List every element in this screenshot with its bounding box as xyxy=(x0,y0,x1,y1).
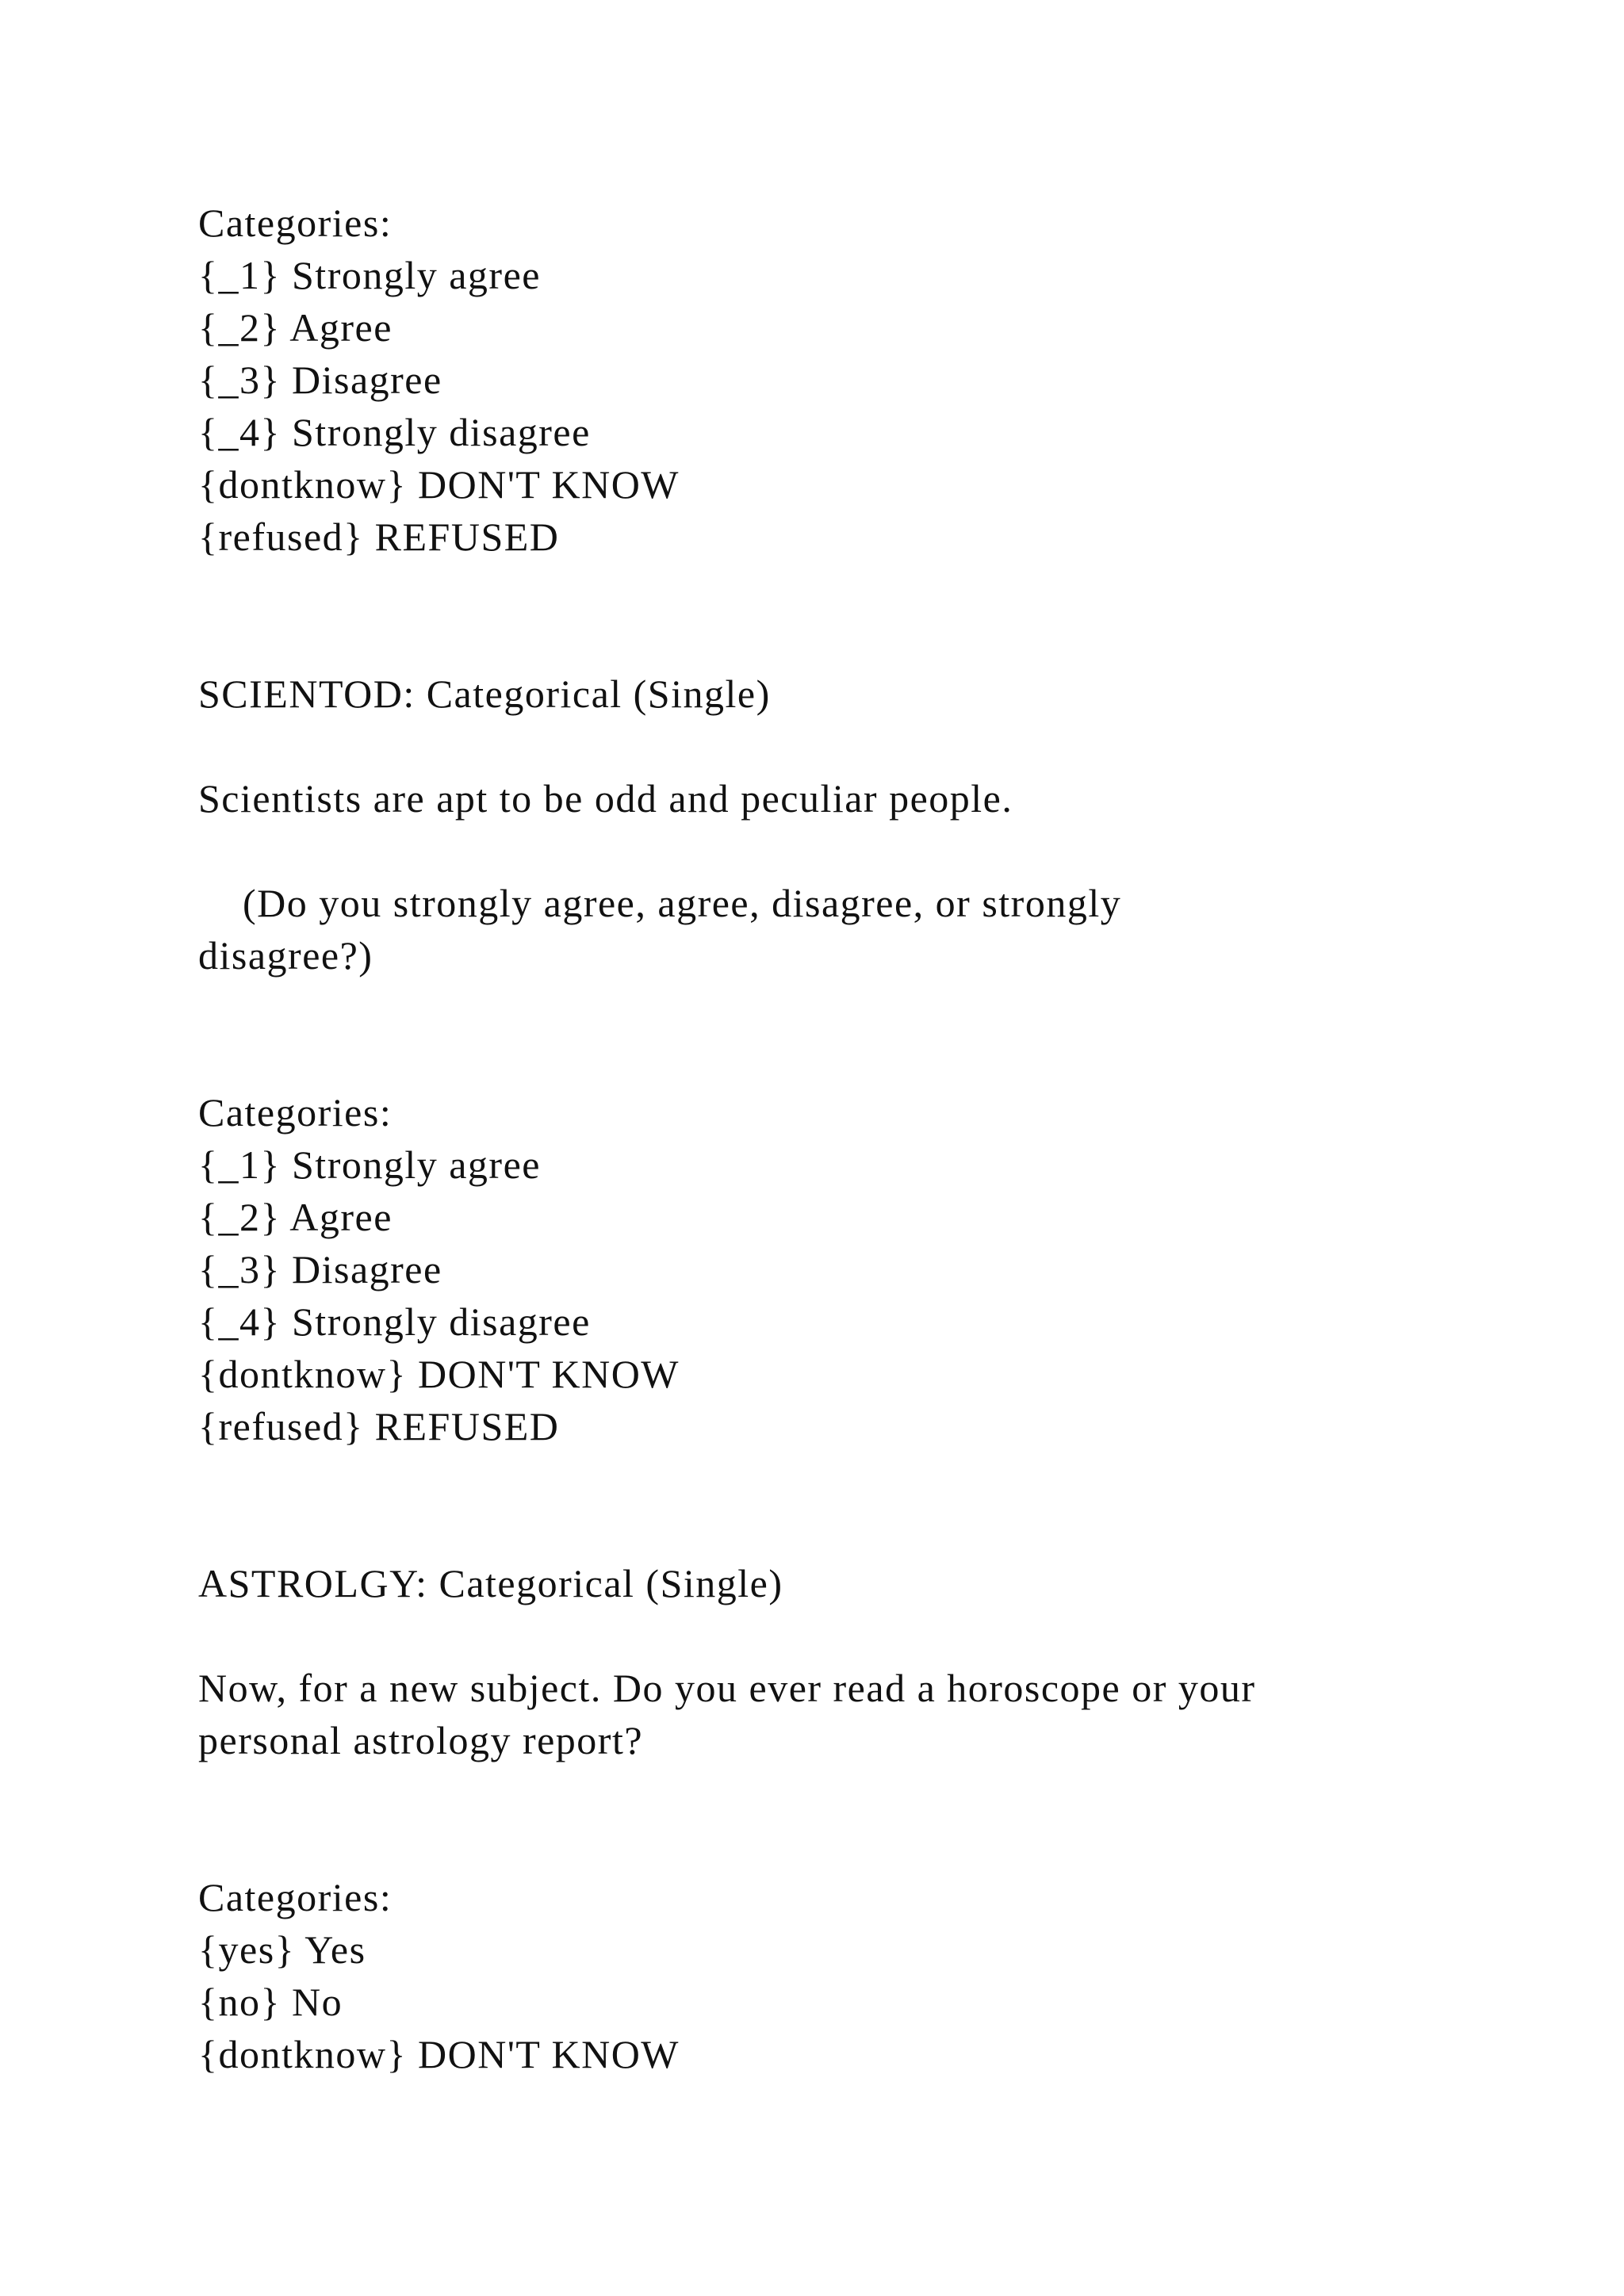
question-text: Scientists are apt to be odd and peculiar people. xyxy=(198,776,1013,821)
category-option: {no} No xyxy=(198,1980,343,2024)
question-text: Now, for a new subject. Do you ever read a horoscope or your xyxy=(198,1666,1256,1710)
category-option: {yes} Yes xyxy=(198,1927,366,1972)
category-option: {_2} Agree xyxy=(198,305,393,350)
category-option: {_3} Disagree xyxy=(198,358,442,402)
interviewer-prompt: disagree?) xyxy=(198,933,373,978)
category-option: {refused} REFUSED xyxy=(198,515,560,559)
category-option: {_4} Strongly disagree xyxy=(198,1299,591,1344)
categories-label: Categories: xyxy=(198,1090,393,1135)
interviewer-prompt: (Do you strongly agree, agree, disagree, or strongly xyxy=(198,881,1122,925)
question-text: personal astrology report? xyxy=(198,1718,644,1762)
category-option: {_2} Agree xyxy=(198,1195,393,1239)
categories-label: Categories: xyxy=(198,201,393,245)
category-option: {_1} Strongly agree xyxy=(198,253,541,297)
category-option: {_1} Strongly agree xyxy=(198,1142,541,1187)
category-option: {_3} Disagree xyxy=(198,1247,442,1292)
variable-header-scientod: SCIENTOD: Categorical (Single) xyxy=(198,672,771,716)
category-option: {dontknow} DON'T KNOW xyxy=(198,2032,680,2076)
variable-header-astrolgy: ASTROLGY: Categorical (Single) xyxy=(198,1561,783,1605)
category-option: {dontknow} DON'T KNOW xyxy=(198,462,680,507)
category-option: {dontknow} DON'T KNOW xyxy=(198,1352,680,1396)
category-option: {_4} Strongly disagree xyxy=(198,410,591,454)
category-option: {refused} REFUSED xyxy=(198,1404,560,1448)
categories-label: Categories: xyxy=(198,1875,393,1919)
